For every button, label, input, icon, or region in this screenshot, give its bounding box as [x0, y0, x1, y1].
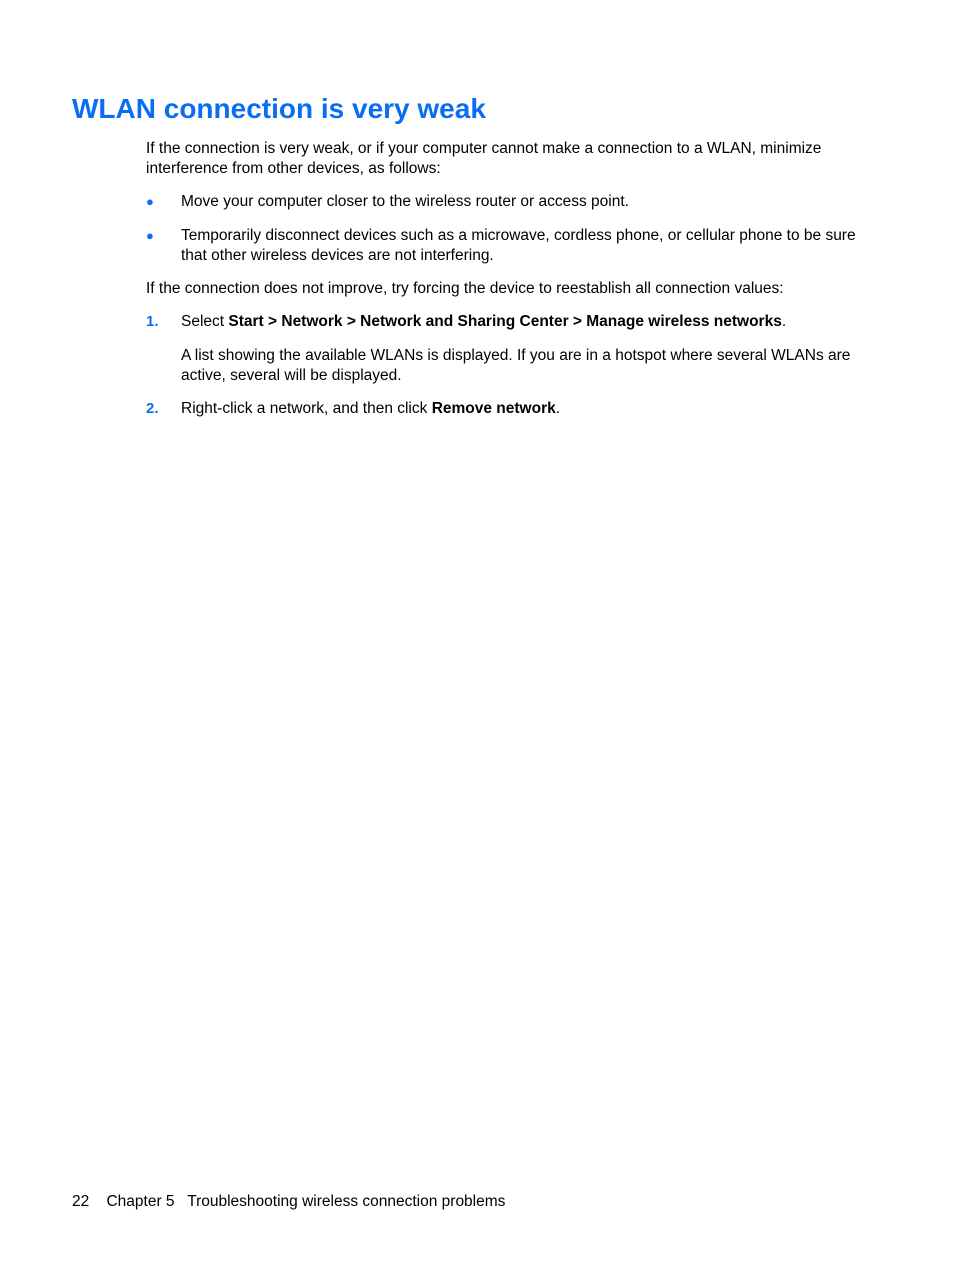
page-number: 22 — [72, 1193, 90, 1210]
step-2-remove-network: Remove network — [431, 400, 556, 417]
step-1-menu-path: Start > Network > Network and Sharing Center > Manage wireless networks — [228, 313, 782, 330]
step-1-note: A list showing the available WLANs is displayed. If you are in a hotspot where several WLANs are active, several will be displayed. — [181, 347, 851, 384]
chapter-label: Chapter 5 — [106, 1193, 175, 1210]
bullet-icon: ● — [146, 194, 154, 209]
step-number: 1. — [146, 313, 159, 330]
chapter-title: Troubleshooting wireless connection problems — [187, 1193, 506, 1210]
step-1-suffix: . — [781, 313, 787, 330]
intro-paragraph: If the connection is very weak, or if your computer cannot make a connection to a WLAN, minimize interference from other devices, as follows: — [146, 140, 822, 177]
step-1-prefix: Select — [181, 313, 229, 330]
bullet-icon: ● — [146, 228, 154, 243]
bullet-item-move-closer: Move your computer closer to the wireless router or access point. — [181, 193, 629, 210]
step-2-text — [181, 399, 876, 419]
page-footer — [72, 1192, 505, 1212]
step-1-text — [181, 312, 876, 332]
bullet-item-disconnect-devices: Temporarily disconnect devices such as a microwave, cordless phone, or cellular phone to be sure that other wireless devices are not interfering. — [181, 227, 856, 264]
followup-paragraph: If the connection does not improve, try forcing the device to reestablish all connection values: — [146, 280, 784, 297]
page-title: WLAN connection is very weak — [72, 93, 486, 124]
step-number: 2. — [146, 400, 159, 417]
step-2-prefix: Right-click a network, and then click — [181, 400, 432, 417]
step-2-suffix: . — [555, 400, 561, 417]
